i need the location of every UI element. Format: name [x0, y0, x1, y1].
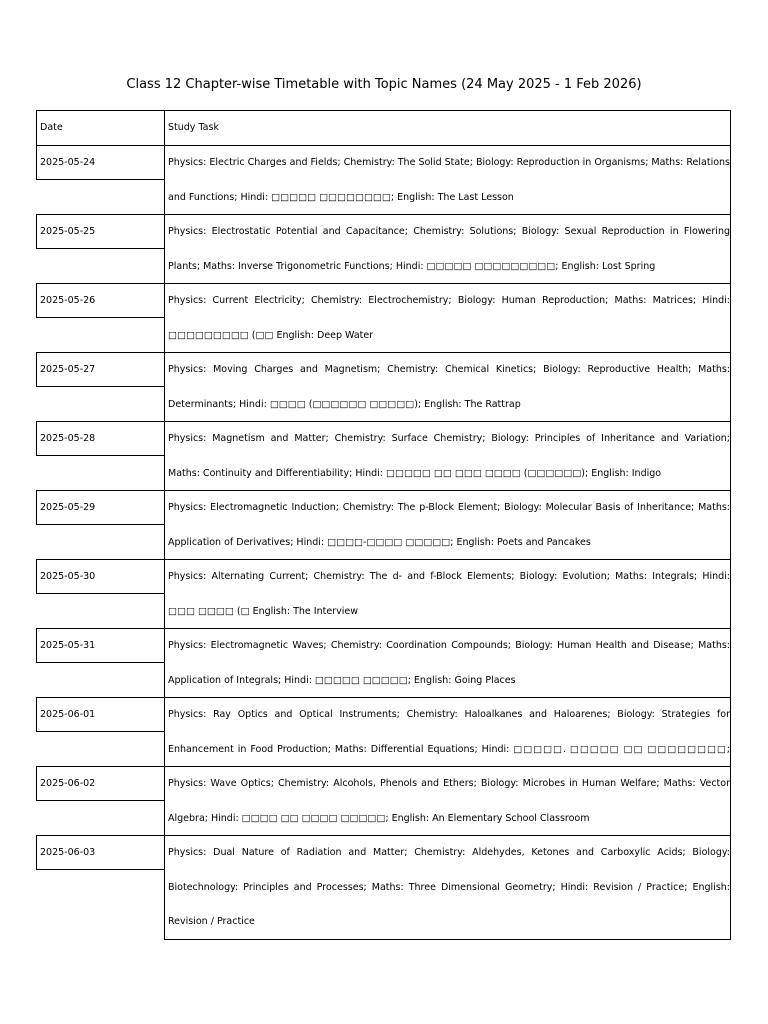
study-task-cell: Physics: Current Electricity; Chemistry: Electrochemistry; Biology: Human Reproduction; Maths: Matrices; Hindi: □□□□□□□□□ (□□ English: Deep Water: [164, 283, 731, 353]
date-cell: 2025-05-31: [36, 628, 165, 663]
date-cell: 2025-05-26: [36, 283, 165, 318]
date-cell: 2025-05-29: [36, 490, 165, 525]
date-cell: 2025-05-25: [36, 214, 165, 249]
study-task-cell: Physics: Electromagnetic Waves; Chemistry: Coordination Compounds; Biology: Human Health and Disease; Maths: Application of Integrals; Hindi: □□□□□ □□□□□; English: Going Places: [164, 628, 731, 698]
study-task-cell: Physics: Electrostatic Potential and Capacitance; Chemistry: Solutions; Biology: Sexual Reproduction in Flowering Plants; Maths: Inverse Trigonometric Functions; Hindi: □□□□□ □□□□□□□□□; English: Lost Spring: [164, 214, 731, 284]
table-row: [36, 421, 732, 491]
table-row: [36, 214, 732, 284]
date-cell: 2025-06-01: [36, 697, 165, 732]
study-task-cell: Physics: Dual Nature of Radiation and Matter; Chemistry: Aldehydes, Ketones and Carboxylic Acids; Biology: Biotechnology: Principles and Processes; Maths: Three Dimensional Geometry; Hindi: Revision / Practice; English: Revision / Practice: [164, 835, 731, 940]
date-cell: 2025-05-30: [36, 559, 165, 594]
table-row: [36, 283, 732, 353]
table-row: [36, 628, 732, 698]
timetable: [36, 110, 732, 940]
table-row: [36, 766, 732, 836]
study-task-cell: Physics: Magnetism and Matter; Chemistry: Surface Chemistry; Biology: Principles of Inheritance and Variation; Maths: Continuity and Differentiability; Hindi: □□□□□ □□ □□□ □□□□ (□□□□□□); English: Indigo: [164, 421, 731, 491]
date-cell: 2025-06-02: [36, 766, 165, 801]
table-row: [36, 145, 732, 215]
table-row: [36, 490, 732, 560]
table-row: [36, 559, 732, 629]
table-row: [36, 697, 732, 767]
table-header-row: [36, 110, 732, 146]
study-task-cell: Physics: Electric Charges and Fields; Chemistry: The Solid State; Biology: Reproduction in Organisms; Maths: Relations and Functions; Hindi: □□□□□ □□□□□□□□; English: The Last Lesson: [164, 145, 731, 215]
study-task-cell: Physics: Alternating Current; Chemistry: The d- and f-Block Elements; Biology: Evolution; Maths: Integrals; Hindi: □□□ □□□□ (□ English: The Interview: [164, 559, 731, 629]
study-task-cell: Physics: Ray Optics and Optical Instruments; Chemistry: Haloalkanes and Haloarenes; Biology: Strategies for Enhancement in Food Production; Maths: Differential Equations; Hindi: □□□□□. □□□□□ □□ □□□□□□□□;: [164, 697, 731, 767]
date-cell: 2025-06-03: [36, 835, 165, 870]
date-cell: 2025-05-28: [36, 421, 165, 456]
study-task-cell: Physics: Electromagnetic Induction; Chemistry: The p-Block Element; Biology: Molecular Basis of Inheritance; Maths: Application of Derivatives; Hindi: □□□□-□□□□ □□□□□; English: Poets and Pancakes: [164, 490, 731, 560]
date-cell: 2025-05-27: [36, 352, 165, 387]
study-task-cell: Physics: Wave Optics; Chemistry: Alcohols, Phenols and Ethers; Biology: Microbes in Human Welfare; Maths: Vector Algebra; Hindi: □□□□ □□ □□□□ □□□□□; English: An Elementary School Classroom: [164, 766, 731, 836]
study-task-cell: Physics: Moving Charges and Magnetism; Chemistry: Chemical Kinetics; Biology: Reproductive Health; Maths: Determinants; Hindi: □□□□ (□□□□□□ □□□□□); English: The Rattrap: [164, 352, 731, 422]
column-header-study-task: Study Task: [164, 110, 731, 146]
table-row: [36, 835, 732, 940]
date-cell: 2025-05-24: [36, 145, 165, 180]
column-header-date: Date: [36, 110, 165, 146]
page-title: Class 12 Chapter-wise Timetable with Topic Names (24 May 2025 - 1 Feb 2026): [126, 77, 642, 92]
table-row: [36, 352, 732, 422]
